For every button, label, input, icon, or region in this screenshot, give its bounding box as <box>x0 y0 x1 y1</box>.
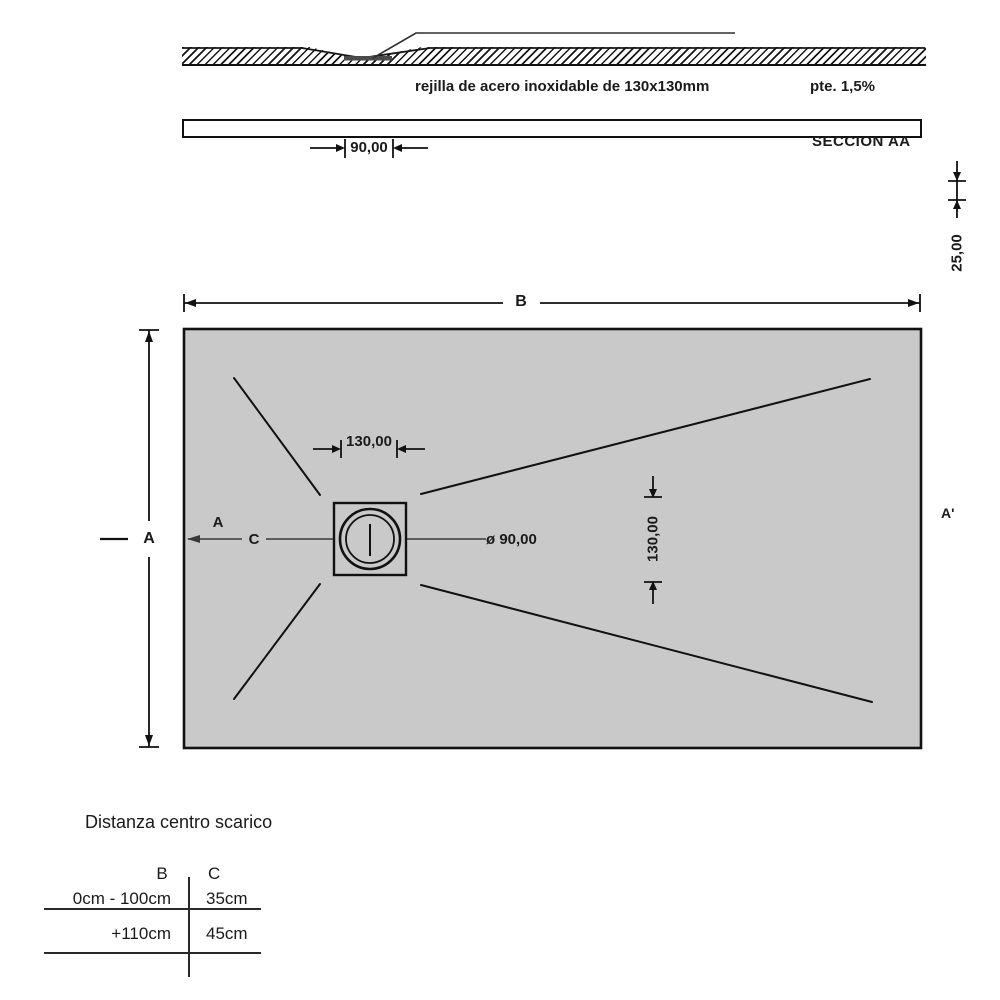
table-header-c: C <box>208 864 221 883</box>
table-row-2-c: 45cm <box>206 924 248 943</box>
dim-b-linework <box>184 294 920 312</box>
dim-130-top-value: 130,00 <box>346 433 392 450</box>
section-title: SECCION AA <box>812 133 911 150</box>
section-cut-label-a: A <box>212 514 224 531</box>
table-column-divider <box>188 877 190 977</box>
table-row-2-b: +110cm <box>111 924 171 943</box>
drain-diameter-label: ø 90,00 <box>486 531 537 548</box>
dim-b-label: B <box>515 293 527 310</box>
plan-drain <box>334 503 406 575</box>
dim-90-value: 90,00 <box>350 139 388 156</box>
drain-offset-label-c: C <box>248 531 260 548</box>
table-header-b: B <box>156 864 168 883</box>
section-cut-label-a-prime: A' <box>941 505 955 521</box>
dim-25-linework <box>948 161 966 218</box>
dim-130-right-value: 130,00 <box>644 516 662 562</box>
dim-25-value: 25,00 <box>948 234 966 272</box>
grate-note: rejilla de acero inoxidable de 130x130mm <box>415 78 710 95</box>
table-row-1-b: 0cm - 100cm <box>72 889 171 908</box>
dim-a-label: A <box>143 530 155 547</box>
section-tray-slab <box>183 120 921 137</box>
table-title: Distanza centro scarico <box>85 812 273 832</box>
table-row-1-c: 35cm <box>206 889 248 908</box>
slope-note: pte. 1,5% <box>810 78 876 95</box>
table-row-divider-1 <box>44 908 261 910</box>
section-drain-recess <box>182 45 925 61</box>
table-row-divider-2 <box>44 952 261 954</box>
